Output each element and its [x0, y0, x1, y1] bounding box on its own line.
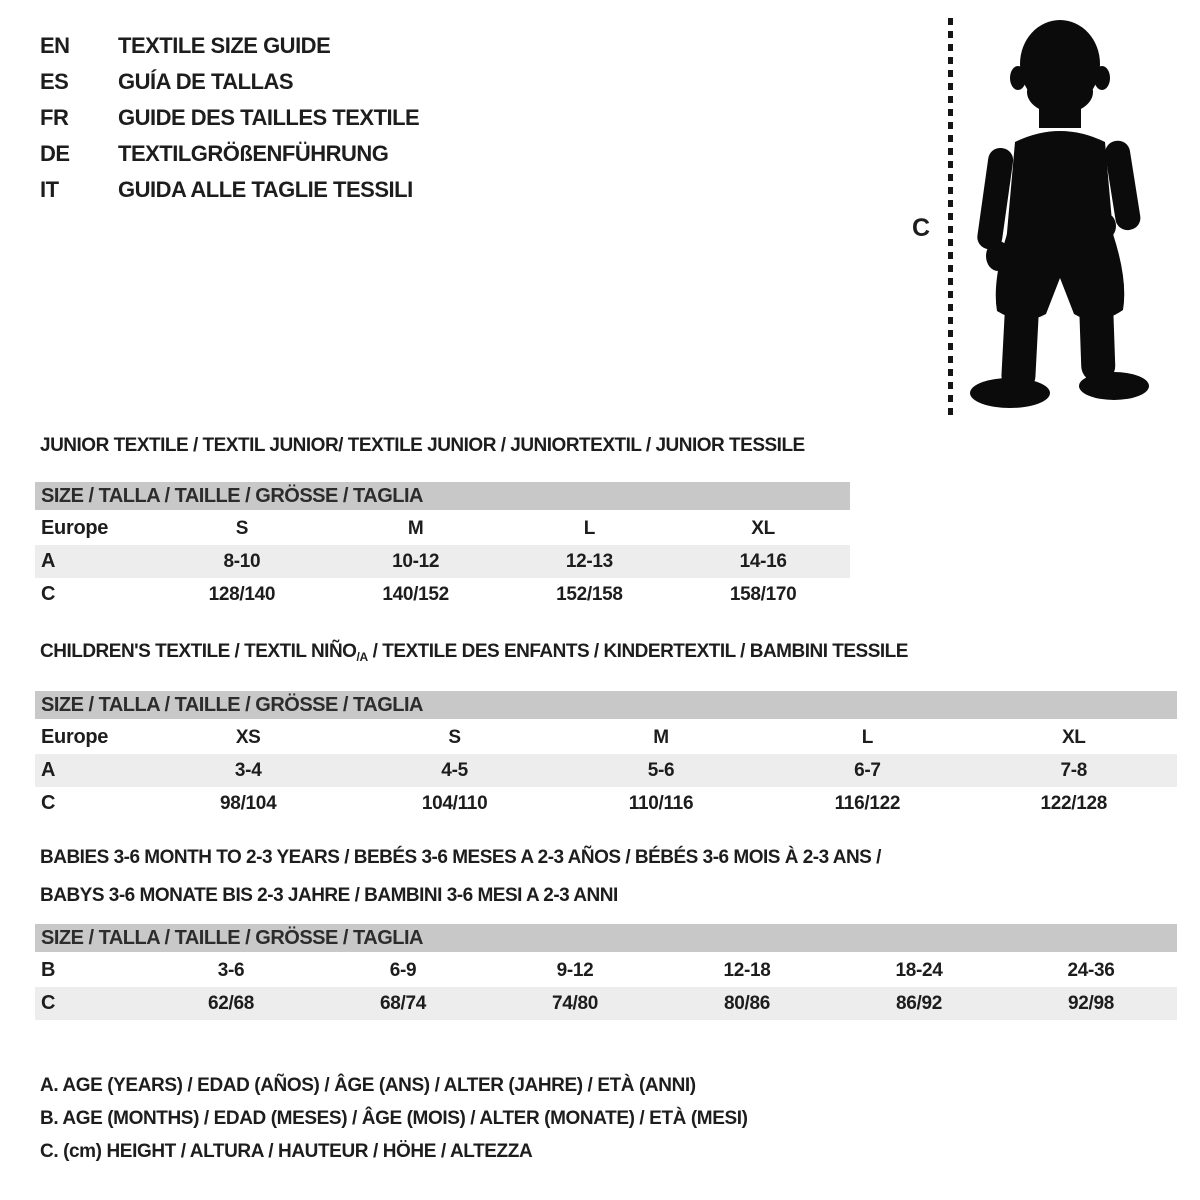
- table-cell: 18-24: [895, 959, 943, 981]
- language-row: [40, 64, 419, 100]
- table-cell: 110/116: [628, 792, 694, 814]
- section-title-babies-line2: BABYS 3-6 MONATE BIS 2-3 JAHRE / BAMBINI 3-6 MESI A 2-3 ANNI: [40, 885, 618, 906]
- size-table: [35, 721, 1177, 820]
- language-label: TEXTILE SIZE GUIDE: [118, 33, 331, 58]
- table-cell: 158/170: [729, 583, 797, 605]
- section-title-children: CHILDREN'S TEXTILE / TEXTIL $NIÑO_{/A}$ / TEXTILE DES ENFANTS / KINDERTEXTIL / BAMBINI TESSILE: [40, 641, 908, 664]
- section-children-textile: [35, 642, 1177, 820]
- table-cell: 6-7: [764, 754, 970, 787]
- table-cell: 3-6: [217, 959, 245, 981]
- table-row: [35, 512, 850, 545]
- table-cell: 92/98: [1005, 987, 1177, 1020]
- table-cell: 4-5: [351, 754, 557, 787]
- row-label: C: [35, 987, 145, 1020]
- legend-footnotes: [40, 1076, 748, 1175]
- language-label: GUIDA ALLE TAGLIE TESSILI: [118, 177, 413, 202]
- table-cell: 140/152: [382, 583, 449, 605]
- size-header-bar: SIZE / TALLA / TAILLE / GRÖSSE / TAGLIA: [35, 924, 1177, 952]
- table-cell: M: [653, 726, 669, 748]
- language-code: IT: [40, 177, 59, 202]
- table-cell: 24-36: [1067, 959, 1115, 981]
- row-label: A: [35, 754, 145, 787]
- table-cell: 3-4: [145, 754, 351, 787]
- table-cell: 6-9: [389, 959, 417, 981]
- section-title-babies-line1: BABIES 3-6 MONTH TO 2-3 YEARS / BEBÉS 3-6 MESES A 2-3 AÑOS / BÉBÉS 3-6 MOIS À 2-3 ANS /: [40, 847, 881, 868]
- table-cell: 7-8: [971, 754, 1177, 787]
- table-cell: 5-6: [558, 754, 764, 787]
- language-row: [40, 100, 419, 136]
- table-row: [35, 754, 1177, 787]
- language-label: GUÍA DE TALLAS: [118, 69, 294, 94]
- language-code: EN: [40, 33, 70, 58]
- table-cell: 74/80: [489, 987, 661, 1020]
- language-row: [40, 136, 419, 172]
- table-row: [35, 545, 850, 578]
- language-label: GUIDE DES TAILLES TEXTILE: [118, 105, 420, 130]
- table-cell: XL: [1061, 726, 1086, 748]
- table-cell: 68/74: [317, 987, 489, 1020]
- row-label: C: [41, 583, 56, 605]
- table-cell: M: [407, 517, 424, 539]
- language-row: [40, 172, 419, 208]
- table-row: [35, 721, 1177, 754]
- table-row: [35, 787, 1177, 820]
- table-row: [35, 987, 1177, 1020]
- language-row: [40, 28, 419, 64]
- section-title-junior: JUNIOR TEXTILE / TEXTIL JUNIOR/ TEXTILE JUNIOR / JUNIORTEXTIL / JUNIOR TESSILE: [40, 435, 805, 456]
- footnote-line: A. AGE (YEARS) / EDAD (AÑOS) / ÂGE (ANS) / ALTER (JAHRE) / ETÀ (ANNI): [40, 1075, 696, 1096]
- section-junior-textile: [35, 436, 850, 611]
- footnote-line: B. AGE (MONTHS) / EDAD (MESES) / ÂGE (MOIS) / ALTER (MONATE) / ETÀ (MESI): [40, 1108, 748, 1129]
- table-cell: S: [448, 726, 461, 748]
- height-measure-label: C: [912, 214, 931, 242]
- table-cell: 8-10: [155, 545, 329, 578]
- table-cell: S: [235, 517, 249, 539]
- table-cell: XL: [751, 517, 775, 539]
- table-cell: 128/140: [208, 583, 276, 605]
- table-cell: 14-16: [676, 545, 850, 578]
- footnote-line: C. (cm) HEIGHT / ALTURA / HAUTEUR / HÖHE / ALTEZZA: [40, 1141, 533, 1162]
- language-code: DE: [40, 141, 70, 166]
- height-measure-dotted-line: [948, 18, 953, 416]
- table-cell: 9-12: [556, 959, 594, 981]
- row-label: C: [41, 792, 56, 814]
- language-list: [40, 28, 419, 208]
- language-code: ES: [40, 69, 69, 94]
- table-cell: 12-18: [723, 959, 771, 981]
- table-cell: 122/128: [1040, 792, 1108, 814]
- size-header-bar: SIZE / TALLA / TAILLE / GRÖSSE / TAGLIA: [35, 691, 1177, 719]
- row-label: A: [35, 545, 155, 578]
- table-cell: 12-13: [503, 545, 677, 578]
- table-cell: 62/68: [145, 987, 317, 1020]
- table-cell: 98/104: [220, 792, 277, 814]
- row-label: B: [41, 959, 56, 981]
- row-label: Europe: [41, 517, 109, 539]
- toddler-silhouette-icon: [963, 14, 1158, 420]
- table-cell: 104/110: [421, 792, 488, 814]
- children-size-table: [35, 691, 1177, 820]
- babies-size-table: [35, 924, 1177, 1020]
- row-label: Europe: [41, 726, 109, 748]
- table-cell: L: [861, 726, 874, 748]
- table-row: [35, 578, 850, 611]
- section-babies-textile: [35, 848, 1177, 1020]
- language-label: TEXTILGRÖßENFÜHRUNG: [118, 141, 389, 166]
- table-cell: 80/86: [661, 987, 833, 1020]
- table-cell: L: [583, 517, 596, 539]
- table-row: [35, 954, 1177, 987]
- size-table: [35, 512, 850, 611]
- table-cell: 86/92: [833, 987, 1005, 1020]
- table-cell: 116/122: [834, 792, 901, 814]
- size-table: [35, 954, 1177, 1020]
- table-cell: 152/158: [556, 583, 623, 605]
- table-cell: XS: [235, 726, 261, 748]
- title-subscript: /A: [356, 650, 368, 664]
- language-code: FR: [40, 105, 69, 130]
- junior-size-table: [35, 482, 850, 611]
- table-cell: 10-12: [329, 545, 503, 578]
- size-header-bar: SIZE / TALLA / TAILLE / GRÖSSE / TAGLIA: [35, 482, 850, 510]
